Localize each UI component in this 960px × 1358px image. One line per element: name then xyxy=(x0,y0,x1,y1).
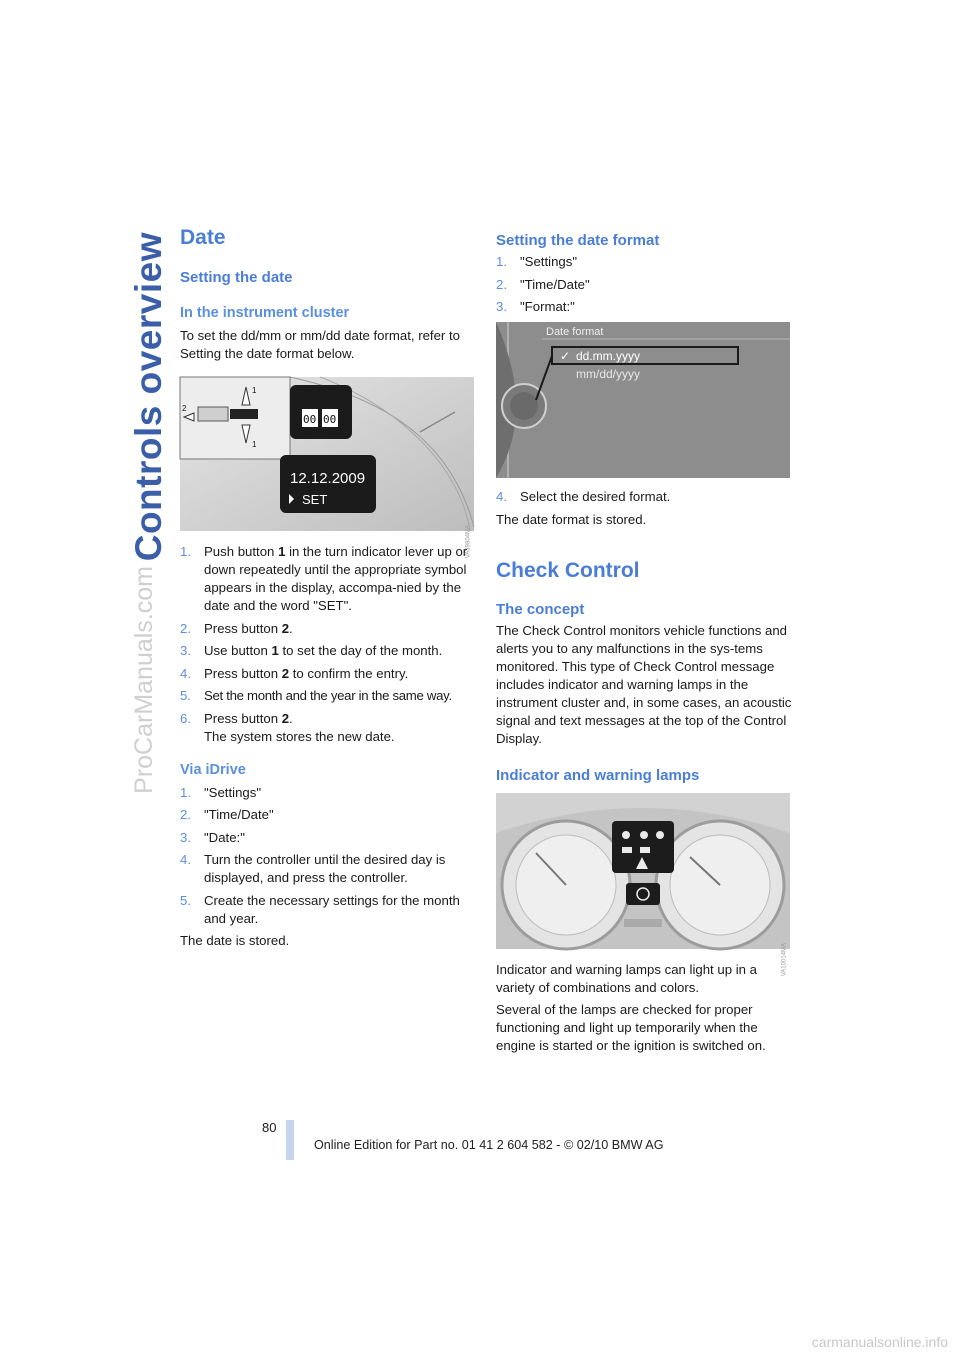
step-item: 3. "Date:" xyxy=(180,829,245,845)
warning-lamps-illustration xyxy=(496,793,790,949)
control-display-illustration xyxy=(496,322,790,478)
figure-code: VA10014MA xyxy=(781,942,787,976)
label-1-bottom: 1 xyxy=(252,440,257,449)
step-item: 6. Press button 2. The system stores the new date. xyxy=(180,710,395,744)
figure-warning-lamps xyxy=(496,793,790,976)
steps-idrive xyxy=(180,784,476,928)
figure-date-format-screen xyxy=(496,322,790,478)
option-selected: dd.mm.yyyy xyxy=(576,349,641,363)
display-date: 12.12.2009 xyxy=(290,470,366,487)
lamps-paragraph-2: Several of the lamps are checked for proper functioning and light up temporarily when the engine is started or the ignition is switched on. xyxy=(496,1001,766,1053)
step-select-format xyxy=(496,488,792,506)
left-column xyxy=(180,226,476,950)
concept-paragraph: The Check Control monitors vehicle functions and alerts you to any malfunctions in the sys-tems monitored. This type of Check Control message includes indicator and warning lamps in the instrument cluster and, in some cases, an acoustic signal and text messages at the top of the Control Display. xyxy=(496,622,792,746)
heading-date: Date xyxy=(180,226,226,249)
step-item: 3. Use button 1 to set the day of the month. xyxy=(180,643,443,658)
format-stored-text: The date format is stored. xyxy=(496,511,647,527)
step-item: 2. "Time/Date" xyxy=(180,807,274,822)
footer-accent-bar xyxy=(286,1120,294,1160)
step-item: 4. Press button 2 to confirm the entry. xyxy=(180,665,409,681)
display-set: SET xyxy=(302,492,328,507)
display-digits-a: 00 xyxy=(303,413,317,426)
subheading-via-idrive: Via iDrive xyxy=(180,761,246,778)
section-title: Controls overview xyxy=(128,232,169,562)
bottom-watermark: carmanualsonline.info xyxy=(811,1334,948,1350)
intro-paragraph: To set the dd/mm or mm/dd date format, refer to Setting the date format below. xyxy=(180,328,460,361)
screen-title: Date format xyxy=(546,326,604,338)
heading-check-control: Check Control xyxy=(496,558,640,582)
figure-instrument-cluster xyxy=(180,377,474,559)
subheading-date-format: Setting the date format xyxy=(496,232,660,249)
step-item: 5. Set the month and the year in the same way. xyxy=(180,688,452,703)
step-item: 2. "Time/Date" xyxy=(496,276,590,292)
side-watermark: ProCarManuals.com xyxy=(130,566,158,794)
step-item: 5. Create the necessary settings for the month and year. xyxy=(180,892,460,926)
right-column xyxy=(496,226,792,1055)
check-icon: ✓ xyxy=(560,349,571,363)
subheading-lamps: Indicator and warning lamps xyxy=(496,766,700,784)
date-stored-text: The date is stored. xyxy=(180,933,290,948)
step-item: 4. Select the desired format. xyxy=(496,489,671,504)
option-other: mm/dd/yyyy xyxy=(576,367,641,381)
step-item: 1. Push button 1 in the turn indicator lever up or down repeatedly until the appropriate symbol appears in the display, accompa-nied by the date and the word "SET". xyxy=(180,544,468,613)
instrument-cluster-illustration xyxy=(180,377,474,531)
step-item: 2. Press button 2. xyxy=(180,620,293,636)
display-digits-b: 00 xyxy=(323,413,337,426)
steps-instrument-cluster xyxy=(180,543,476,746)
lamps-paragraph-1: Indicator and warning lamps can light up in a variety of combinations and colors. xyxy=(496,961,757,995)
subheading-instrument-cluster: In the instrument cluster xyxy=(180,305,350,321)
label-2: 2 xyxy=(182,404,187,413)
steps-date-format xyxy=(496,253,792,316)
step-item: 4. Turn the controller until the desired day is displayed, and press the controller. xyxy=(180,852,446,885)
subheading-setting-date: Setting the date xyxy=(180,269,293,286)
step-item: 1. "Settings" xyxy=(496,254,578,269)
label-1-top: 1 xyxy=(252,386,257,395)
figure-code: VA39804MA xyxy=(465,525,471,559)
step-item: 1. "Settings" xyxy=(180,784,262,800)
subheading-concept: The concept xyxy=(496,600,585,618)
page-number: 80 xyxy=(262,1120,277,1135)
footer-edition: Online Edition for Part no. 01 41 2 604 582 - © 02/10 BMW AG xyxy=(314,1138,664,1152)
step-item: 3. "Format:" xyxy=(496,299,575,314)
